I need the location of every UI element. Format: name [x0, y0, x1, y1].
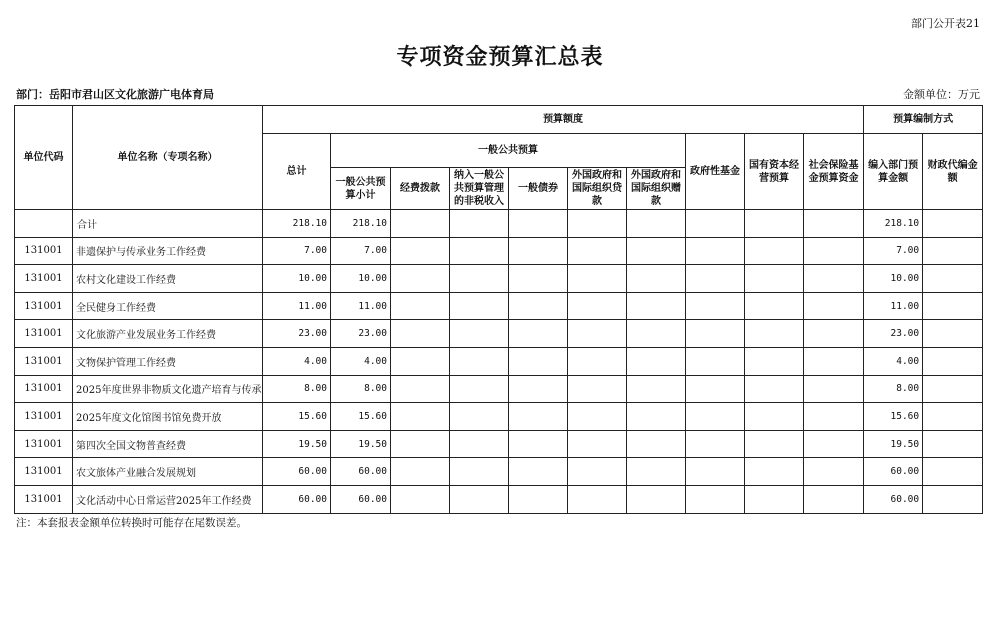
funding-cell	[391, 347, 450, 375]
gov-fund-cell	[686, 210, 745, 238]
header-budget-amount: 预算额度	[263, 106, 864, 134]
foreign-grants-cell	[627, 458, 686, 486]
social-insurance-cell	[804, 458, 864, 486]
funding-cell	[391, 237, 450, 265]
in-dept-cell: 15.60	[864, 403, 923, 431]
unit-code-cell: 131001	[15, 265, 73, 293]
gov-fund-cell	[686, 430, 745, 458]
state-capital-cell	[745, 265, 804, 293]
unit-code-cell: 131001	[15, 292, 73, 320]
fiscal-proxy-cell	[923, 430, 983, 458]
social-insurance-cell	[804, 292, 864, 320]
bonds-cell	[509, 292, 568, 320]
social-insurance-cell	[804, 347, 864, 375]
unit-code-cell: 131001	[15, 237, 73, 265]
state-capital-cell	[745, 237, 804, 265]
amount-unit-label: 金额单位：万元	[903, 88, 980, 101]
fiscal-proxy-cell	[923, 347, 983, 375]
nontax-cell	[450, 485, 509, 513]
gp-subtotal-cell: 4.00	[331, 347, 391, 375]
social-insurance-cell	[804, 375, 864, 403]
social-insurance-cell	[804, 485, 864, 513]
header-social-insurance: 社会保险基金预算资金	[804, 134, 864, 210]
state-capital-cell	[745, 485, 804, 513]
in-dept-cell: 4.00	[864, 347, 923, 375]
header-state-capital: 国有资本经营预算	[745, 134, 804, 210]
foreign-grants-cell	[627, 210, 686, 238]
unit-code-cell: 131001	[15, 485, 73, 513]
bonds-cell	[509, 485, 568, 513]
total-cell: 218.10	[263, 210, 331, 238]
total-cell: 19.50	[263, 430, 331, 458]
social-insurance-cell	[804, 430, 864, 458]
table-row	[15, 458, 983, 486]
social-insurance-cell	[804, 320, 864, 348]
foreign-grants-cell	[627, 485, 686, 513]
total-cell: 4.00	[263, 347, 331, 375]
bonds-cell	[509, 458, 568, 486]
nontax-cell	[450, 320, 509, 348]
department-label: 部门：岳阳市君山区文化旅游广电体育局	[16, 88, 214, 101]
header-unit-code: 单位代码	[15, 106, 73, 210]
unit-code-cell: 131001	[15, 430, 73, 458]
unit-code-cell: 131001	[15, 458, 73, 486]
fiscal-proxy-cell	[923, 292, 983, 320]
in-dept-cell: 8.00	[864, 375, 923, 403]
foreign-grants-cell	[627, 375, 686, 403]
funding-cell	[391, 430, 450, 458]
unit-name-cell: 文化活动中心日常运营2025年工作经费	[73, 485, 263, 513]
page-title: 专项资金预算汇总表	[396, 44, 604, 70]
foreign-loans-cell	[568, 347, 627, 375]
unit-code-cell: 131001	[15, 375, 73, 403]
header-unit-name: 单位名称（专项名称）	[73, 106, 263, 210]
funding-cell	[391, 485, 450, 513]
foreign-grants-cell	[627, 292, 686, 320]
bonds-cell	[509, 210, 568, 238]
total-cell: 23.00	[263, 320, 331, 348]
nontax-cell	[450, 430, 509, 458]
table-row	[15, 237, 983, 265]
table-body	[15, 210, 983, 514]
header-in-dept: 编入部门预算金额	[864, 134, 923, 210]
gov-fund-cell	[686, 458, 745, 486]
in-dept-cell: 60.00	[864, 458, 923, 486]
unit-name-cell: 农文旅体产业融合发展规划	[73, 458, 263, 486]
header-general-public-budget: 一般公共预算	[331, 134, 686, 168]
header-nontax: 纳入一般公共预算管理的非税收入	[450, 168, 509, 210]
foreign-grants-cell	[627, 403, 686, 431]
social-insurance-cell	[804, 265, 864, 293]
gp-subtotal-cell: 7.00	[331, 237, 391, 265]
funding-cell	[391, 403, 450, 431]
table-row	[15, 265, 983, 293]
fiscal-proxy-cell	[923, 375, 983, 403]
in-dept-cell: 10.00	[864, 265, 923, 293]
nontax-cell	[450, 265, 509, 293]
in-dept-cell: 11.00	[864, 292, 923, 320]
bonds-cell	[509, 237, 568, 265]
table-number: 部门公开表21	[911, 17, 980, 30]
nontax-cell	[450, 210, 509, 238]
in-dept-cell: 19.50	[864, 430, 923, 458]
funding-cell	[391, 458, 450, 486]
header-total: 总计	[263, 134, 331, 210]
fiscal-proxy-cell	[923, 485, 983, 513]
state-capital-cell	[745, 320, 804, 348]
total-cell: 11.00	[263, 292, 331, 320]
gp-subtotal-cell: 15.60	[331, 403, 391, 431]
nontax-cell	[450, 292, 509, 320]
fiscal-proxy-cell	[923, 403, 983, 431]
gp-subtotal-cell: 23.00	[331, 320, 391, 348]
unit-name-cell: 文化旅游产业发展业务工作经费	[73, 320, 263, 348]
funding-cell	[391, 375, 450, 403]
bonds-cell	[509, 347, 568, 375]
fiscal-proxy-cell	[923, 458, 983, 486]
total-cell: 10.00	[263, 265, 331, 293]
gp-subtotal-cell: 218.10	[331, 210, 391, 238]
table-row	[15, 430, 983, 458]
foreign-grants-cell	[627, 430, 686, 458]
foreign-loans-cell	[568, 320, 627, 348]
nontax-cell	[450, 237, 509, 265]
in-dept-cell: 23.00	[864, 320, 923, 348]
unit-name-cell: 合计	[73, 210, 263, 238]
foreign-loans-cell	[568, 458, 627, 486]
foreign-loans-cell	[568, 265, 627, 293]
total-cell: 7.00	[263, 237, 331, 265]
gov-fund-cell	[686, 347, 745, 375]
foreign-grants-cell	[627, 265, 686, 293]
in-dept-cell: 218.10	[864, 210, 923, 238]
gov-fund-cell	[686, 292, 745, 320]
gp-subtotal-cell: 10.00	[331, 265, 391, 293]
nontax-cell	[450, 375, 509, 403]
funding-cell	[391, 292, 450, 320]
nontax-cell	[450, 458, 509, 486]
nontax-cell	[450, 347, 509, 375]
unit-name-cell: 非遗保护与传承业务工作经费	[73, 237, 263, 265]
gov-fund-cell	[686, 265, 745, 293]
in-dept-cell: 60.00	[864, 485, 923, 513]
bonds-cell	[509, 265, 568, 293]
total-row	[15, 210, 983, 238]
gov-fund-cell	[686, 320, 745, 348]
foreign-loans-cell	[568, 237, 627, 265]
header-funding: 经费拨款	[391, 168, 450, 210]
foreign-loans-cell	[568, 210, 627, 238]
social-insurance-cell	[804, 403, 864, 431]
state-capital-cell	[745, 210, 804, 238]
funding-cell	[391, 210, 450, 238]
unit-code-cell: 131001	[15, 403, 73, 431]
table-row	[15, 347, 983, 375]
state-capital-cell	[745, 458, 804, 486]
gp-subtotal-cell: 60.00	[331, 458, 391, 486]
header-foreign-grants: 外国政府和国际组织赠款	[627, 168, 686, 210]
funding-cell	[391, 265, 450, 293]
gp-subtotal-cell: 19.50	[331, 430, 391, 458]
unit-code-cell: 131001	[15, 347, 73, 375]
total-cell: 60.00	[263, 485, 331, 513]
bonds-cell	[509, 320, 568, 348]
unit-code-cell	[15, 210, 73, 238]
foreign-loans-cell	[568, 485, 627, 513]
total-cell: 60.00	[263, 458, 331, 486]
bonds-cell	[509, 430, 568, 458]
foreign-grants-cell	[627, 237, 686, 265]
unit-name-cell: 农村文化建设工作经费	[73, 265, 263, 293]
table-row	[15, 375, 983, 403]
budget-table	[14, 105, 983, 514]
header-gov-fund: 政府性基金	[686, 134, 745, 210]
gov-fund-cell	[686, 403, 745, 431]
fiscal-proxy-cell	[923, 265, 983, 293]
unit-name-cell: 2025年度世界非物质文化遗产培育与传承	[73, 375, 263, 403]
gov-fund-cell	[686, 485, 745, 513]
gov-fund-cell	[686, 375, 745, 403]
foreign-loans-cell	[568, 430, 627, 458]
header-foreign-loans: 外国政府和国际组织贷款	[568, 168, 627, 210]
foreign-loans-cell	[568, 403, 627, 431]
gp-subtotal-cell: 60.00	[331, 485, 391, 513]
bonds-cell	[509, 403, 568, 431]
header-budget-method: 预算编制方式	[864, 106, 983, 134]
state-capital-cell	[745, 430, 804, 458]
nontax-cell	[450, 403, 509, 431]
state-capital-cell	[745, 347, 804, 375]
table-row	[15, 485, 983, 513]
table-row	[15, 320, 983, 348]
fiscal-proxy-cell	[923, 320, 983, 348]
foreign-loans-cell	[568, 375, 627, 403]
header-gp-subtotal: 一般公共预算小计	[331, 168, 391, 210]
unit-name-cell: 文物保护管理工作经费	[73, 347, 263, 375]
footnote: 注：本套报表金额单位转换时可能存在尾数误差。	[16, 517, 247, 529]
foreign-grants-cell	[627, 320, 686, 348]
table-row	[15, 292, 983, 320]
social-insurance-cell	[804, 210, 864, 238]
state-capital-cell	[745, 292, 804, 320]
unit-name-cell: 2025年度文化馆图书馆免费开放	[73, 403, 263, 431]
social-insurance-cell	[804, 237, 864, 265]
bonds-cell	[509, 375, 568, 403]
state-capital-cell	[745, 403, 804, 431]
gp-subtotal-cell: 8.00	[331, 375, 391, 403]
unit-name-cell: 第四次全国文物普查经费	[73, 430, 263, 458]
unit-name-cell: 全民健身工作经费	[73, 292, 263, 320]
header-bonds: 一般债券	[509, 168, 568, 210]
fiscal-proxy-cell	[923, 210, 983, 238]
in-dept-cell: 7.00	[864, 237, 923, 265]
foreign-grants-cell	[627, 347, 686, 375]
funding-cell	[391, 320, 450, 348]
state-capital-cell	[745, 375, 804, 403]
unit-code-cell: 131001	[15, 320, 73, 348]
table-row	[15, 403, 983, 431]
total-cell: 8.00	[263, 375, 331, 403]
gp-subtotal-cell: 11.00	[331, 292, 391, 320]
header-fiscal-proxy: 财政代编金额	[923, 134, 983, 210]
fiscal-proxy-cell	[923, 237, 983, 265]
foreign-loans-cell	[568, 292, 627, 320]
gov-fund-cell	[686, 237, 745, 265]
total-cell: 15.60	[263, 403, 331, 431]
